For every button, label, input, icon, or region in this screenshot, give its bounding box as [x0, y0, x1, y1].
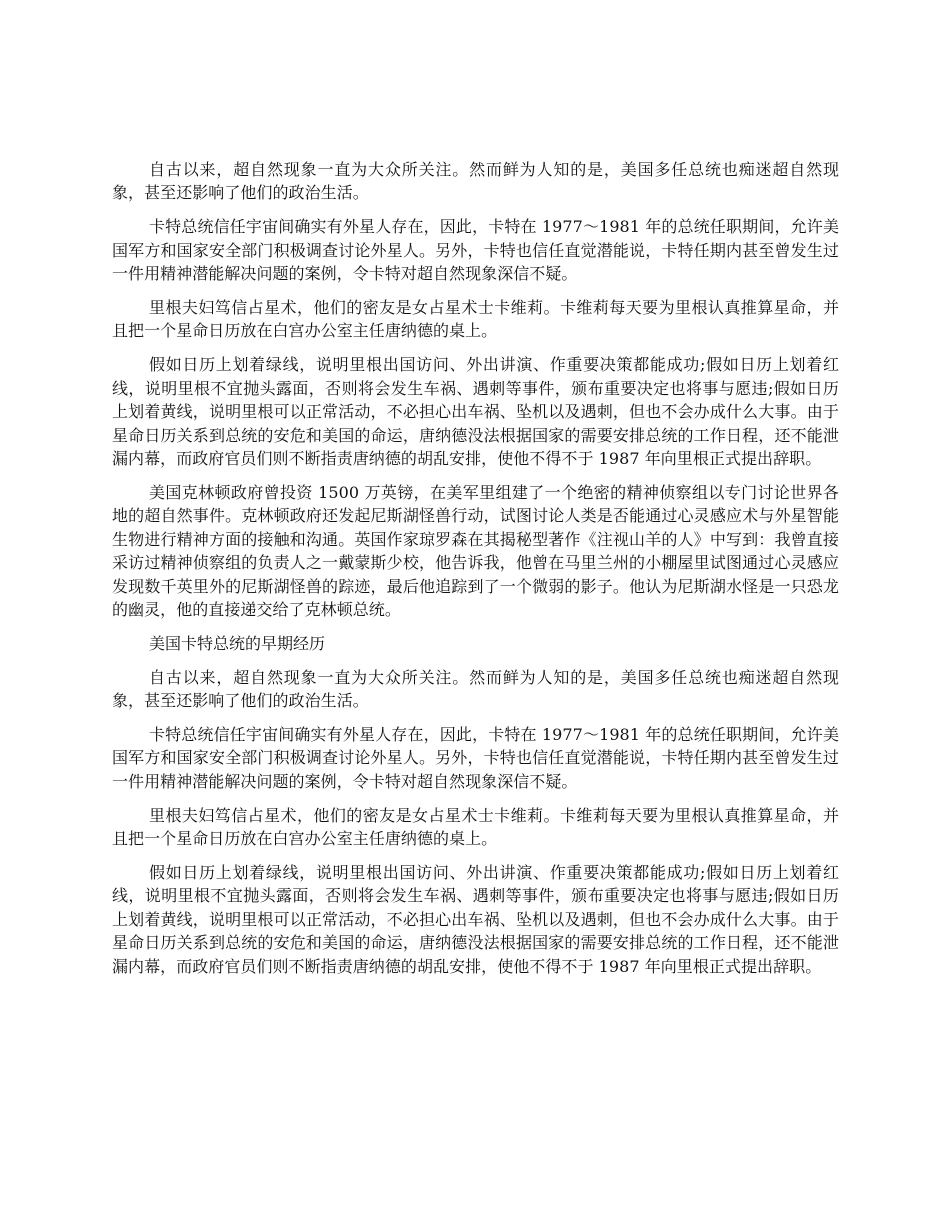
paragraph: 假如日历上划着绿线，说明里根出国访问、外出讲演、作重要决策都能成功;假如日历上划着红线，说明里根不宜抛头露面，否则将会发生车祸、遇刺等事件，颁布重要决定也将事与愿违;假如日历上划着黄线，说明里根可以正常活动，不必担心出车祸、坠机以及遇刺，但也不会办成什么大事。由于星命日历关系到总统的安危和美国的命运，唐纳德没法根据国家的需要安排总统的工作日程，还不能泄漏内幕，而政府官员们则不断指责唐纳德的胡乱安排，使他不得不于 1987 年向里根正式提出辞职。 [112, 863, 839, 976]
paragraph: 假如日历上划着绿线，说明里根出国访问、外出讲演、作重要决策都能成功;假如日历上划着红线，说明里根不宜抛头露面，否则将会发生车祸、遇刺等事件，颁布重要决定也将事与愿违;假如日历上划着黄线，说明里根可以正常活动，不必担心出车祸、坠机以及遇刺，但也不会办成什么大事。由于星命日历关系到总统的安危和美国的命运，唐纳德没法根据国家的需要安排总统的工作日程，还不能泄漏内幕，而政府官员们则不断指责唐纳德的胡乱安排，使他不得不于 1987 年向里根正式提出辞职。 [112, 355, 839, 468]
paragraph: 卡特总统信任宇宙间确实有外星人存在，因此，卡特在 1977～1981 年的总统任职期间，允许美国军方和国家安全部门积极调查讨论外星人。另外，卡特也信任直觉潜能说，卡特任期内甚至曾发生过一件用精神潜能解决问题的案例，令卡特对超自然现象深信不疑。 [112, 217, 839, 284]
paragraph: 自古以来，超自然现象一直为大众所关注。然而鲜为人知的是，美国多任总统也痴迷超自然现象，甚至还影响了他们的政治生活。 [112, 667, 839, 711]
paragraph: 美国克林顿政府曾投资 1500 万英镑，在美军里组建了一个绝密的精神侦察组以专门讨论世界各地的超自然事件。克林顿政府还发起尼斯湖怪兽行动，试图讨论人类是否能通过心灵感应术与外星智能生物进行精神方面的接触和沟通。英国作家琼罗森在其揭秘型著作《注视山羊的人》中写到：我曾直接采访过精神侦察组的负责人之一戴蒙斯少校，他告诉我，他曾在马里兰州的小棚屋里试图通过心灵感应发现数千英里外的尼斯湖怪兽的踪迹，最后他追踪到了一个微弱的影子。他认为尼斯湖水怪是一只恐龙的幽灵，他的直接递交给了克林顿总统。 [112, 482, 839, 619]
paragraph: 自古以来，超自然现象一直为大众所关注。然而鲜为人知的是，美国多任总统也痴迷超自然现象，甚至还影响了他们的政治生活。 [112, 160, 839, 203]
document-page [112, 158, 839, 989]
paragraph: 里根夫妇笃信占星术，他们的密友是女占星术士卡维莉。卡维莉每天要为里根认真推算星命，并且把一个星命日历放在白宫办公室主任唐纳德的桌上。 [112, 298, 839, 341]
paragraph: 卡特总统信任宇宙间确实有外星人存在，因此，卡特在 1977～1981 年的总统任职期间，允许美国军方和国家安全部门积极调查讨论外星人。另外，卡特也信任直觉潜能说，卡特任期内甚至曾发生过一件用精神潜能解决问题的案例，令卡特对超自然现象深信不疑。 [112, 725, 839, 791]
section-heading: 美国卡特总统的早期经历 [149, 633, 326, 653]
paragraph: 里根夫妇笃信占星术，他们的密友是女占星术士卡维莉。卡维莉每天要为里根认真推算星命，并且把一个星命日历放在白宫办公室主任唐纳德的桌上。 [112, 805, 839, 849]
